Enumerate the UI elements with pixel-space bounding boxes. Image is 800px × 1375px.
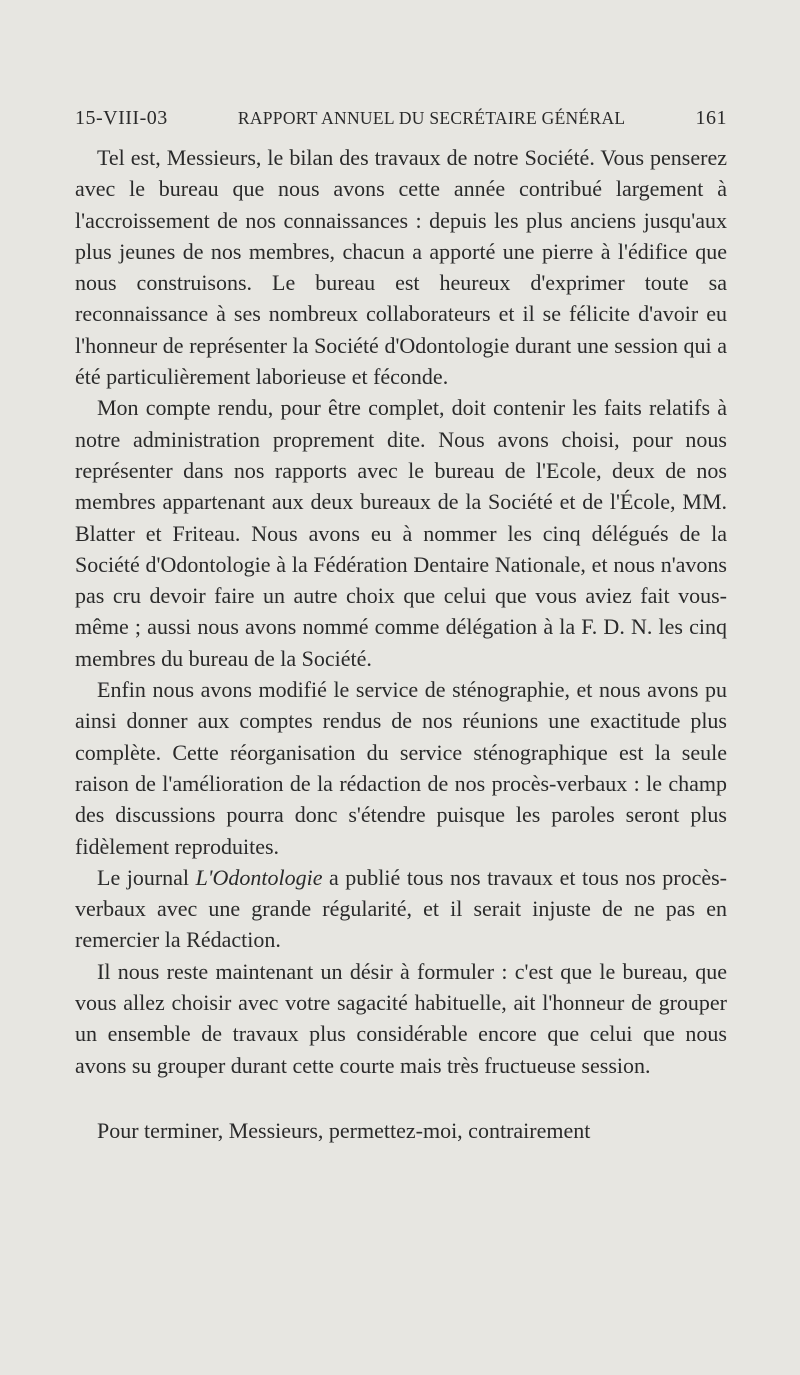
journal-title: L'Odontologie xyxy=(195,864,323,890)
paragraph-4-before: Le journal xyxy=(97,864,196,890)
paragraph-5: Il nous reste maintenant un désir à formuler : c'est que le bureau, que vous allez choisir avec votre sagacité habituelle, ait l'honneur de grouper un ensemble de travaux plus considérable encore que celui que nous avons su grouper durant cette courte mais très fructueuse session. xyxy=(75,958,727,1078)
paragraph-6: Pour terminer, Messieurs, permettez-moi, contrairement xyxy=(97,1117,591,1143)
paragraph-4 xyxy=(75,862,727,956)
paragraph-3: Enfin nous avons modifié le service de sténographie, et nous avons pu ainsi donner aux comptes rendus de nos réunions une exactitude plus complète. Cette réorganisation du service sténographique est la seule raison de l'amélioration de la rédaction de nos procès-verbaux : le champ des discussions pourra donc s'étendre puisque les paroles seront plus fidèlement reproduites. xyxy=(75,677,727,859)
running-header xyxy=(75,104,727,132)
body-text xyxy=(75,142,727,1146)
header-title: RAPPORT ANNUEL DU SECRÉTAIRE GÉNÉRAL xyxy=(237,108,626,128)
header-date: 15-VIII-03 xyxy=(75,107,168,129)
page-number: 161 xyxy=(695,107,727,129)
paragraph-4-after: a publié tous nos travaux et tous nos procès-verbaux avec une grande régularité, et il serait injuste de ne pas en remercier la Rédaction. xyxy=(75,864,727,953)
paragraph-1: Tel est, Messieurs, le bilan des travaux de notre Société. Vous penserez avec le bureau que nous avons cette année contribué largement à l'accroissement de nos connaissances : depuis les plus anciens jusqu'aux plus jeunes de nos membres, chacun a apporté une pierre à l'édifice que nous construisons. Le bureau est heureux d'exprimer toute sa reconnaissance à ses nombreux collaborateurs et il se félicite d'avoir eu l'honneur de représenter la Société d'Odontologie durant une session qui a été particulièrement laborieuse et féconde. xyxy=(75,145,727,390)
paragraph-2: Mon compte rendu, pour être complet, doit contenir les faits relatifs à notre administration proprement dite. Nous avons choisi, pour nous représenter dans nos rapports avec le bureau de l'Ecole, deux de nos membres appartenant aux deux bureaux de la Société et de l'École, MM. Blatter et Friteau. Nous avons eu à nommer les cinq délégués de la Société d'Odontologie à la Fédération Dentaire Nationale, et nous n'avons pas cru devoir faire un autre choix que celui que vous aviez fait vous-même ; aussi nous avons nommé comme délégation à la F. D. N. les cinq membres du bureau de la Société. xyxy=(75,395,727,671)
